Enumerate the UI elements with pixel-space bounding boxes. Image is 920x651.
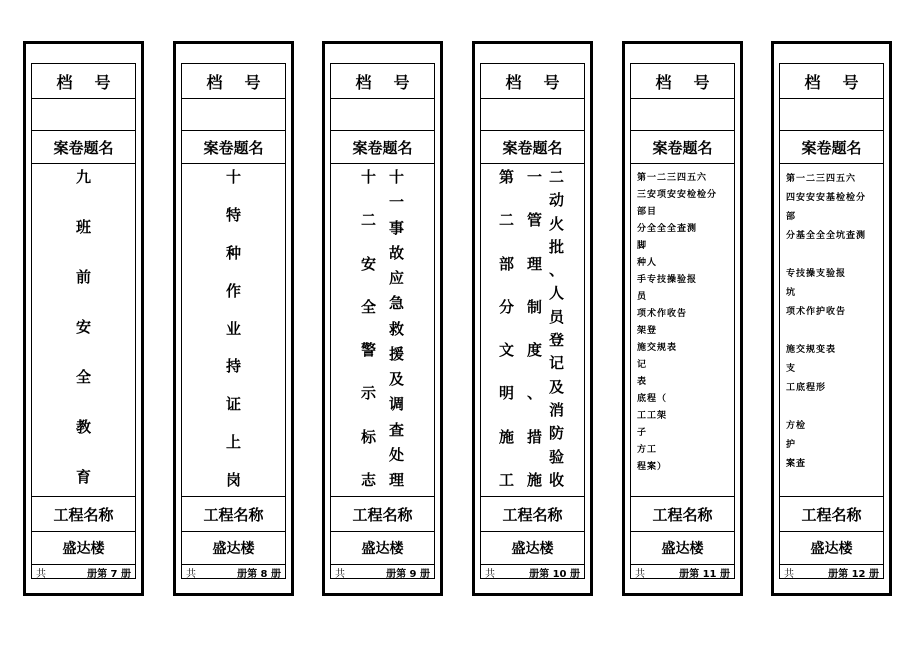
archive-number-label: 档号: [32, 64, 135, 99]
volume-footer: [631, 565, 734, 580]
file-spine-2: [173, 41, 294, 596]
title-text-block: [637, 170, 732, 476]
title-line: 施交规表: [637, 343, 678, 353]
title-char: 志: [361, 470, 377, 489]
project-name-label: 工程名称: [631, 497, 734, 532]
title-line: 支: [786, 364, 797, 374]
archive-number-value: [481, 99, 584, 131]
title-char: 证: [226, 395, 242, 414]
title-line: 记: [637, 360, 648, 370]
volume-footer: [331, 565, 434, 580]
title-line: 分基全全全坑查测: [786, 231, 867, 241]
dossier-title-label: 案卷题名: [481, 131, 584, 164]
title-line: 部: [786, 212, 797, 222]
dossier-title-label: 案卷题名: [32, 131, 135, 164]
dossier-title-content: [631, 164, 734, 497]
project-name-label: 工程名称: [331, 497, 434, 532]
title-char: 管: [527, 211, 543, 230]
title-text-block: [786, 170, 881, 474]
volume-number: 册第 12 册: [828, 569, 879, 580]
title-char: 上: [226, 433, 242, 452]
title-char: 全: [361, 297, 377, 316]
title-line: 项术作收告: [637, 309, 688, 319]
title-char: 、: [527, 384, 543, 403]
dossier-title-content: [481, 164, 584, 497]
title-char: 制: [527, 297, 543, 316]
title-char: 分: [499, 297, 515, 316]
project-name-label: 工程名称: [32, 497, 135, 532]
title-char: 收: [549, 470, 565, 489]
spine-table: [480, 63, 585, 579]
dossier-title-content: [182, 164, 285, 497]
volume-number: 册第 8 册: [237, 569, 281, 580]
title-line: [786, 246, 881, 265]
title-line: 手专技操验报: [637, 275, 698, 285]
title-char: 作: [226, 281, 242, 300]
title-char: 登: [549, 331, 565, 350]
project-name-value: 盛达楼: [631, 532, 734, 565]
title-char: 员: [549, 307, 565, 326]
archive-number-label: 档号: [182, 64, 285, 99]
file-spine-1: [23, 41, 144, 596]
title-column: [226, 170, 241, 488]
title-line: 三安项安安检检分: [637, 190, 718, 200]
title-line: 案查: [786, 459, 807, 469]
title-column: [361, 170, 376, 488]
title-line: 子: [637, 428, 648, 438]
volume-footer: [481, 565, 584, 580]
title-char: 理: [389, 471, 405, 489]
volume-total: 共: [335, 569, 345, 580]
title-char: 一: [527, 168, 543, 186]
title-char: 文: [499, 341, 515, 360]
title-line: 第一二三四五六: [637, 173, 708, 183]
title-char: 援: [389, 344, 405, 363]
volume-total: 共: [485, 569, 495, 580]
title-char: 二: [361, 211, 377, 230]
title-line: 员: [637, 292, 648, 302]
volume-number: 册第 7 册: [87, 569, 131, 580]
title-char: 调: [389, 395, 405, 414]
title-line: 专技操支验报: [786, 269, 847, 279]
title-char: 一: [389, 193, 405, 212]
volume-total: 共: [635, 569, 645, 580]
title-char: 标: [361, 427, 377, 446]
title-char: 施: [499, 427, 515, 446]
project-name-value: 盛达楼: [182, 532, 285, 565]
title-char: 特: [226, 205, 242, 224]
archive-number-value: [32, 99, 135, 131]
volume-number: 册第 11 册: [679, 569, 730, 580]
project-name-value: 盛达楼: [331, 532, 434, 565]
archive-number-label: 档号: [631, 64, 734, 99]
title-char: 、: [549, 261, 565, 280]
title-char: 救: [389, 319, 405, 338]
title-line: 方工: [637, 445, 658, 455]
title-char: 班: [76, 218, 92, 236]
spine-table: [630, 63, 735, 579]
volume-footer: [32, 565, 135, 580]
title-char: 示: [361, 384, 377, 403]
title-char: 故: [389, 243, 405, 262]
title-char: 种: [226, 243, 242, 262]
volume-footer: [780, 565, 883, 580]
title-char: 度: [527, 341, 543, 360]
archive-number-value: [331, 99, 434, 131]
dossier-title-content: [32, 164, 135, 497]
title-char: 二: [499, 211, 515, 230]
volume-total: 共: [784, 569, 794, 580]
title-char: 教: [76, 418, 92, 436]
spine-table: [31, 63, 136, 579]
title-char: 消: [549, 400, 565, 419]
spine-table: [779, 63, 884, 579]
title-char: 批: [549, 237, 565, 256]
title-line: 底程（: [637, 394, 668, 404]
spine-table: [330, 63, 435, 579]
title-char: 岗: [226, 471, 242, 489]
title-char: 措: [527, 427, 543, 446]
title-char: 理: [527, 254, 543, 273]
title-char: 警: [361, 341, 377, 360]
title-char: 查: [389, 420, 405, 439]
title-char: 九: [76, 168, 92, 186]
title-line: 架登: [637, 326, 658, 336]
title-line: 工底程形: [786, 383, 827, 393]
title-line: 表: [637, 377, 648, 387]
project-name-label: 工程名称: [182, 497, 285, 532]
archive-number-value: [780, 99, 883, 131]
title-char: 验: [549, 447, 565, 466]
title-line: 种人: [637, 258, 658, 268]
title-char: 事: [389, 218, 405, 237]
archive-number-label: 档号: [331, 64, 434, 99]
archive-number-label: 档号: [780, 64, 883, 99]
dossier-title-content: [331, 164, 434, 497]
title-column: [527, 170, 542, 488]
title-char: 及: [549, 377, 565, 396]
file-spine-4: [472, 41, 593, 596]
archive-number-value: [182, 99, 285, 131]
title-line: 脚: [637, 241, 648, 251]
title-column: [389, 170, 404, 488]
file-spine-3: [322, 41, 443, 596]
title-char: 二: [549, 168, 565, 186]
dossier-title-label: 案卷题名: [182, 131, 285, 164]
volume-total: 共: [186, 569, 196, 580]
title-line: 分全全全查测: [637, 224, 698, 234]
title-column: [76, 170, 91, 485]
title-char: 人: [549, 284, 565, 303]
title-line: 程案）: [637, 462, 668, 472]
title-line: 施交规变表: [786, 345, 837, 355]
archive-number-value: [631, 99, 734, 131]
title-line: 坑: [786, 288, 797, 298]
title-char: 部: [499, 254, 515, 273]
title-char: 十: [389, 168, 405, 186]
title-line: 护: [786, 440, 797, 450]
dossier-title-label: 案卷题名: [631, 131, 734, 164]
title-char: 记: [549, 354, 565, 373]
volume-number: 册第 10 册: [529, 569, 580, 580]
title-line: 项术作护收告: [786, 307, 847, 317]
title-char: 施: [527, 470, 543, 489]
title-char: 火: [549, 214, 565, 233]
volume-number: 册第 9 册: [386, 569, 430, 580]
project-name-value: 盛达楼: [481, 532, 584, 565]
dossier-title-label: 案卷题名: [331, 131, 434, 164]
dossier-title-content: [780, 164, 883, 497]
archive-number-label: 档号: [481, 64, 584, 99]
title-char: 急: [389, 294, 405, 313]
title-char: 第: [499, 168, 515, 186]
title-line: [786, 398, 881, 417]
title-column: [549, 170, 564, 488]
title-char: 处: [389, 445, 405, 464]
title-column: [499, 170, 514, 488]
volume-total: 共: [36, 569, 46, 580]
project-name-label: 工程名称: [481, 497, 584, 532]
title-char: 应: [389, 269, 405, 287]
title-line: 第一二三四五六: [786, 174, 857, 184]
title-char: 持: [226, 357, 242, 376]
title-char: 前: [76, 268, 92, 286]
project-name-label: 工程名称: [780, 497, 883, 532]
title-line: 方检: [786, 421, 807, 431]
volume-footer: [182, 565, 285, 580]
title-char: 明: [499, 384, 515, 403]
title-line: [786, 322, 881, 341]
file-spine-6: [771, 41, 892, 596]
project-name-value: 盛达楼: [780, 532, 883, 565]
file-spine-5: [622, 41, 743, 596]
spine-table: [181, 63, 286, 579]
title-char: 工: [499, 470, 515, 489]
title-char: 动: [549, 191, 565, 210]
title-char: 全: [76, 368, 92, 386]
project-name-value: 盛达楼: [32, 532, 135, 565]
title-line: 四安安安基检检分: [786, 193, 867, 203]
dossier-title-label: 案卷题名: [780, 131, 883, 164]
title-char: 业: [226, 319, 242, 338]
title-char: 安: [361, 254, 377, 273]
title-char: 十: [361, 168, 377, 186]
title-char: 防: [549, 424, 565, 443]
title-char: 安: [76, 318, 92, 336]
title-line: 工工架: [637, 411, 668, 421]
title-char: 育: [76, 468, 92, 486]
title-char: 十: [226, 168, 242, 186]
title-char: 及: [389, 370, 405, 388]
title-line: 部目: [637, 207, 658, 217]
